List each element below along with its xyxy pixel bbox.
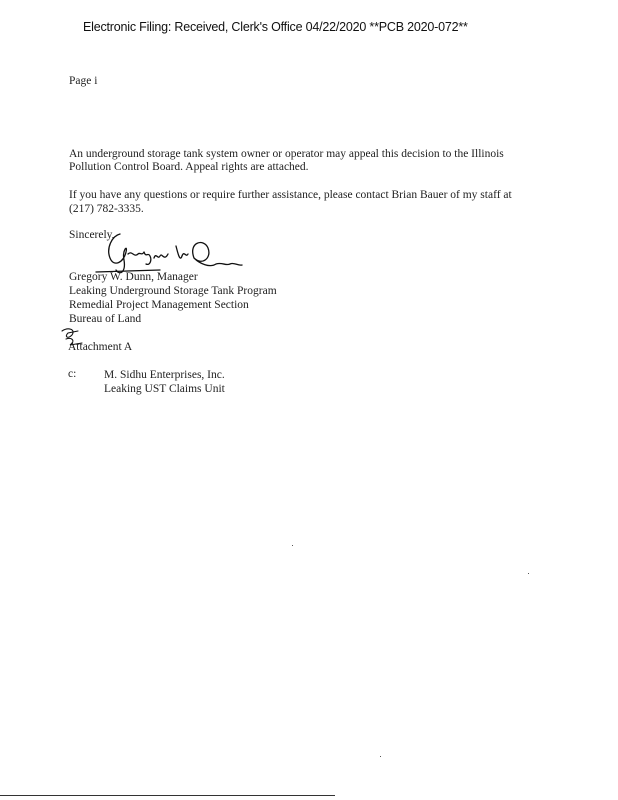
appeal-paragraph [69, 148, 504, 174]
scan-speck [380, 756, 381, 757]
paragraph-line: (217) 782-3335. [69, 203, 144, 215]
signatory-program: Leaking Underground Storage Tank Program [69, 285, 277, 297]
cc-label: c: [68, 368, 77, 380]
closing-salutation: Sincerely, [69, 229, 115, 241]
cc-recipient: M. Sidhu Enterprises, Inc. [104, 369, 225, 381]
signature-block [69, 270, 277, 326]
electronic-filing-stamp: Electronic Filing: Received, Clerk's Office 04/22/2020 **PCB 2020-072** [83, 20, 468, 34]
cc-recipient: Leaking UST Claims Unit [104, 383, 225, 395]
signatory-bureau: Bureau of Land [69, 313, 142, 325]
paragraph-line: Pollution Control Board. Appeal rights are attached. [69, 161, 309, 173]
scan-speck [528, 573, 529, 574]
signatory-name: Gregory W. Dunn, Manager [69, 271, 198, 283]
cc-recipients [104, 368, 225, 396]
page-label: Page i [69, 75, 98, 87]
attachment-note: Attachment A [68, 341, 133, 353]
contact-paragraph [69, 188, 512, 216]
paragraph-line: If you have any questions or require further assistance, please contact Brian Bauer of my staff at [69, 189, 512, 201]
bottom-rule [0, 795, 335, 796]
paragraph-line: An underground storage tank system owner or operator may appeal this decision to the Illinois [69, 148, 504, 160]
signatory-section: Remedial Project Management Section [69, 299, 249, 311]
scan-speck [292, 545, 293, 546]
